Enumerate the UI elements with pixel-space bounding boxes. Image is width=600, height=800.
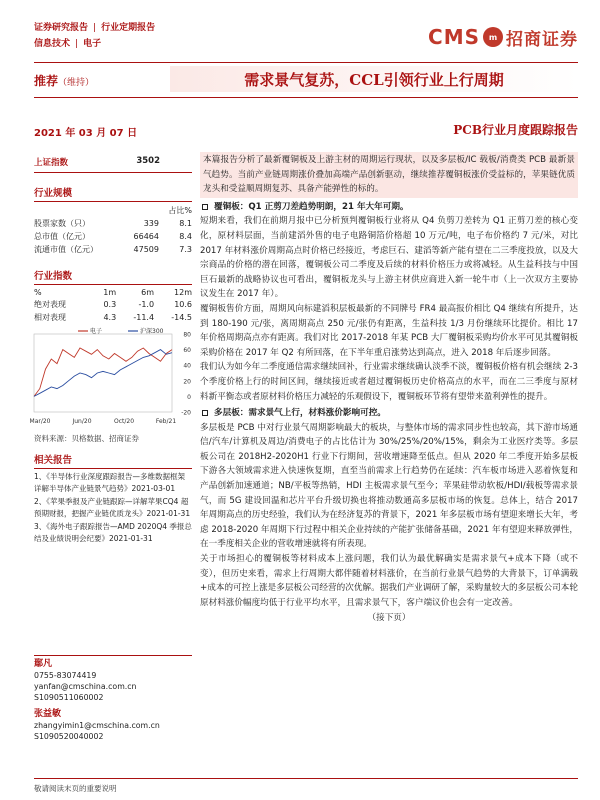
main-content (200, 152, 578, 626)
table-row: 相对表现 4.3 -11.4 -14.5 (34, 313, 192, 322)
continued-note: （接下页） (367, 613, 411, 624)
logo-badge-icon: m (483, 27, 503, 47)
industry-scale-heading: 行业规模 (34, 185, 192, 202)
paragraph: 我们认为如今年二季度通信需求继续回补，行业需求继续确认淡季不淡，覆铜板价格有机会继续 2-3 个季度价格上行的时间区间，继续接近或者超过覆铜板历史价格高点的水平，而在二三季度与原材料新平衡态或者原材料价格压力减轻的乐观假设下，覆铜板环节将有望带来盈利弹性的提升。 (200, 362, 578, 402)
company-logo (428, 24, 578, 50)
analyst-license: S1090511060002 (34, 693, 104, 702)
paragraph: 覆铜板售价方面，周期风向标建滔积层板最新的不同牌号 FR4 最高报价相比 Q4 继续有所提升，达到 180-190 元/张，离周期高点 250 元/张仍有距离，生益科技 1/3 月份继续环比提价。相比 17 年价格周期高点亦有距离。我们对比 2017-2018 年某 PCB 大厂覆铜板采购均价水平可见其覆铜板采购价格在 2017 年 Q2 有所回落，在下半年重启涨势达到高点，进入 2018 年后逐步回落。 (200, 303, 578, 358)
report-subtype: 行业定期报告 (101, 23, 156, 33)
industry-scale-table: 占比% 股票家数（只） 339 8.1 总市值（亿元） 66464 8.4 流通市值（亿元） 47509 7.3 (34, 206, 192, 254)
section-heading-multilayer: 多层板：需求景气上行，材料涨价影响可控。 (200, 406, 578, 421)
y-tick-label: -20 (181, 409, 191, 417)
table-row: 流通市值（亿元） 47509 7.3 (34, 245, 192, 254)
report-summary: 本篇报告分析了最新覆铜板及上游主材的周期运行现状，以及多层板/IC 载板/消费类 PCB 最新景气趋势。当前产业链周期涨价叠加高端产品创新驱动，继续推荐覆铜板涨价受益标的，苹果链优质龙头和受益顺周期复苏、具备产能弹性的标的。 (200, 152, 578, 198)
analyst-email[interactable]: zhangyimin1@cmschina.com.cn (34, 721, 160, 730)
x-tick-label: Oct/20 (113, 418, 135, 425)
title-divider (34, 97, 578, 98)
table-row: 绝对表现 0.3 -1.0 10.6 (34, 300, 192, 309)
subsector-label: 电子 (83, 39, 102, 49)
legend-label: 电子 (90, 328, 103, 335)
x-tick-label: Jun/20 (72, 418, 92, 425)
y-tick-label: 40 (183, 362, 191, 370)
y-tick-label: 20 (183, 378, 191, 386)
index-performance-chart (29, 328, 192, 428)
y-tick-label: 80 (183, 331, 191, 339)
section-heading-ccl: 覆铜板：Q1 正剪刀差趋势明朗，21 年大年可期。 (200, 200, 578, 215)
analyst-email[interactable]: yanfan@cmschina.com.cn (34, 682, 137, 691)
report-type-header: 证券研究报告 | 行业定期报告 信息技术 | 电子 (34, 23, 156, 49)
chart-source: 资料来源：贝格数据、招商证券 (34, 434, 139, 443)
paragraph: 关于市场担心的覆铜板等材料成本上涨问题，我们认为最优解确实是需求景气+成本下降（或不变），但历史来看，需求上行周期大都伴随着材料涨价，在当前行业景气趋势的大背景下，订单满载+成本的可控上涨是多层板公司经营的次优解。据我们产业调研了解，采购量较大的多层板公司本轮原材料涨价幅度均低于行业平均水平，且需求景气下，客户端议价也会有一定改善。 (200, 554, 578, 608)
related-report-item[interactable]: 3、《海外电子跟踪报告—AMD 2020Q4 季报总结及业绩说明会纪要》2021-01-31 (34, 522, 192, 543)
report-category: 证券研究报告 (34, 23, 89, 33)
performance-table: % 1m 6m 12m 绝对表现 0.3 -1.0 10.6 相对表现 4.3 -11.4 -14.5 (34, 288, 192, 322)
table-row: 股票家数（只） 339 8.1 (34, 219, 192, 228)
series-line (34, 348, 172, 396)
market-index: 上证指数 3502 (34, 156, 192, 173)
paragraph: 短期来看，我们在前期月报中已分析预判覆铜板行业将从 Q4 负剪刀差转为 Q1 正剪刀差的核心变化，原材料层面，当前建滔外售的电子电路铜箔价格超 10 万元/吨，电子布价格约 7 元/米，对比 2017 年材料涨价周期高点时价格已经接近，考虑巨石、建滔等新产能有望在二三季度投放，以及大宗商品的价格的潜在回落，覆铜板公司二季度及后续的材料价格压力或将减轻。从生益科技与中国巨石最新的战略协议也可看出，覆铜板龙头与上游主材供应商进入新一轮牛市（上一次双方主要协议发生在 2017 年）。 (200, 216, 578, 300)
report-title: 需求景气复苏，CCL引领行业上行周期 (244, 70, 504, 89)
footer-disclaimer: 敬请阅读末页的重要说明 (34, 778, 578, 794)
related-reports-heading: 相关报告 (34, 452, 192, 469)
analyst-name: 张益敏 (34, 709, 62, 719)
y-tick-label: 0 (187, 393, 191, 401)
plot-frame (34, 334, 172, 412)
analyst-info (34, 655, 192, 742)
analyst-license: S1090520040002 (34, 732, 104, 741)
analyst-phone: 0755-83074419 (34, 671, 97, 680)
related-report-item[interactable]: 1、《半导体行业深度跟踪报告—多维数据框架详解半导体产业链景气趋势》2021-03-01 (34, 472, 186, 493)
header-divider (34, 62, 578, 63)
x-tick-label: Mar/20 (29, 418, 51, 425)
related-report-item[interactable]: 2、《苹果季报及产业链跟踪—详解苹果CQ4 超预期财报，把握产业链优质龙头》2021-01-31 (34, 497, 191, 518)
logo-cms-text: CMS (428, 25, 480, 49)
legend-label: 沪深300 (140, 328, 164, 335)
series-line (34, 350, 172, 397)
report-title-band (170, 66, 578, 92)
table-row: 总市值（亿元） 66464 8.4 (34, 232, 192, 241)
bullet-box-icon (202, 204, 208, 210)
logo-chinese-name: 招商证券 (506, 29, 578, 50)
paragraph: 多层板是 PCB 中对行业景气周期影响最大的板块，与整体市场的需求同步性也较高，其下游市场通信/汽车/计算机及周边/消费电子的占比估计为 30%/25%/20%/15%，剩余为工业医疗类等。多层板公司在 2018H2-2020H1 行业下行期间，营收增速降至低点。但从 2020 年二季度开始多层板下游各大领域需求进入快速恢复期，直至当前需求上行趋势仍在延续：汽车板市场进入恶着恢复和产品创新加速通道；NB/平板等热销，HDI 主板需求景气至今；苹果硅带动软板/HDI/载板等需求景气，而 5G 建设回温和芯片平台升级切换也将推动数通高多层板市场的恢复。总体上，结合 2017 年周期高点的历史经验，我们认为在经济复苏的背景下，2021 年多层板市场有望迎来增长大年，考虑 2018-2020 年周期下行过程中相关企业持续的产能扩张储备基础，2021 年有望迎来释放弹性，在一季度相关企业的营收增速就将有所表现。 (200, 422, 578, 550)
industry-index-heading: 行业指数 (34, 268, 192, 285)
bullet-box-icon (202, 410, 208, 416)
rating: 推荐（维持） (34, 74, 95, 88)
x-tick-label: Feb/21 (155, 418, 177, 425)
y-tick-label: 60 (183, 347, 191, 355)
sidebar (29, 152, 192, 544)
sector-label: 信息技术 (34, 39, 71, 49)
report-date: 2021 年 03 月 07 日 (34, 128, 138, 139)
analyst-name: 鄢凡 (34, 659, 53, 669)
report-subtitle: PCB行业月度跟踪报告 (453, 123, 578, 137)
